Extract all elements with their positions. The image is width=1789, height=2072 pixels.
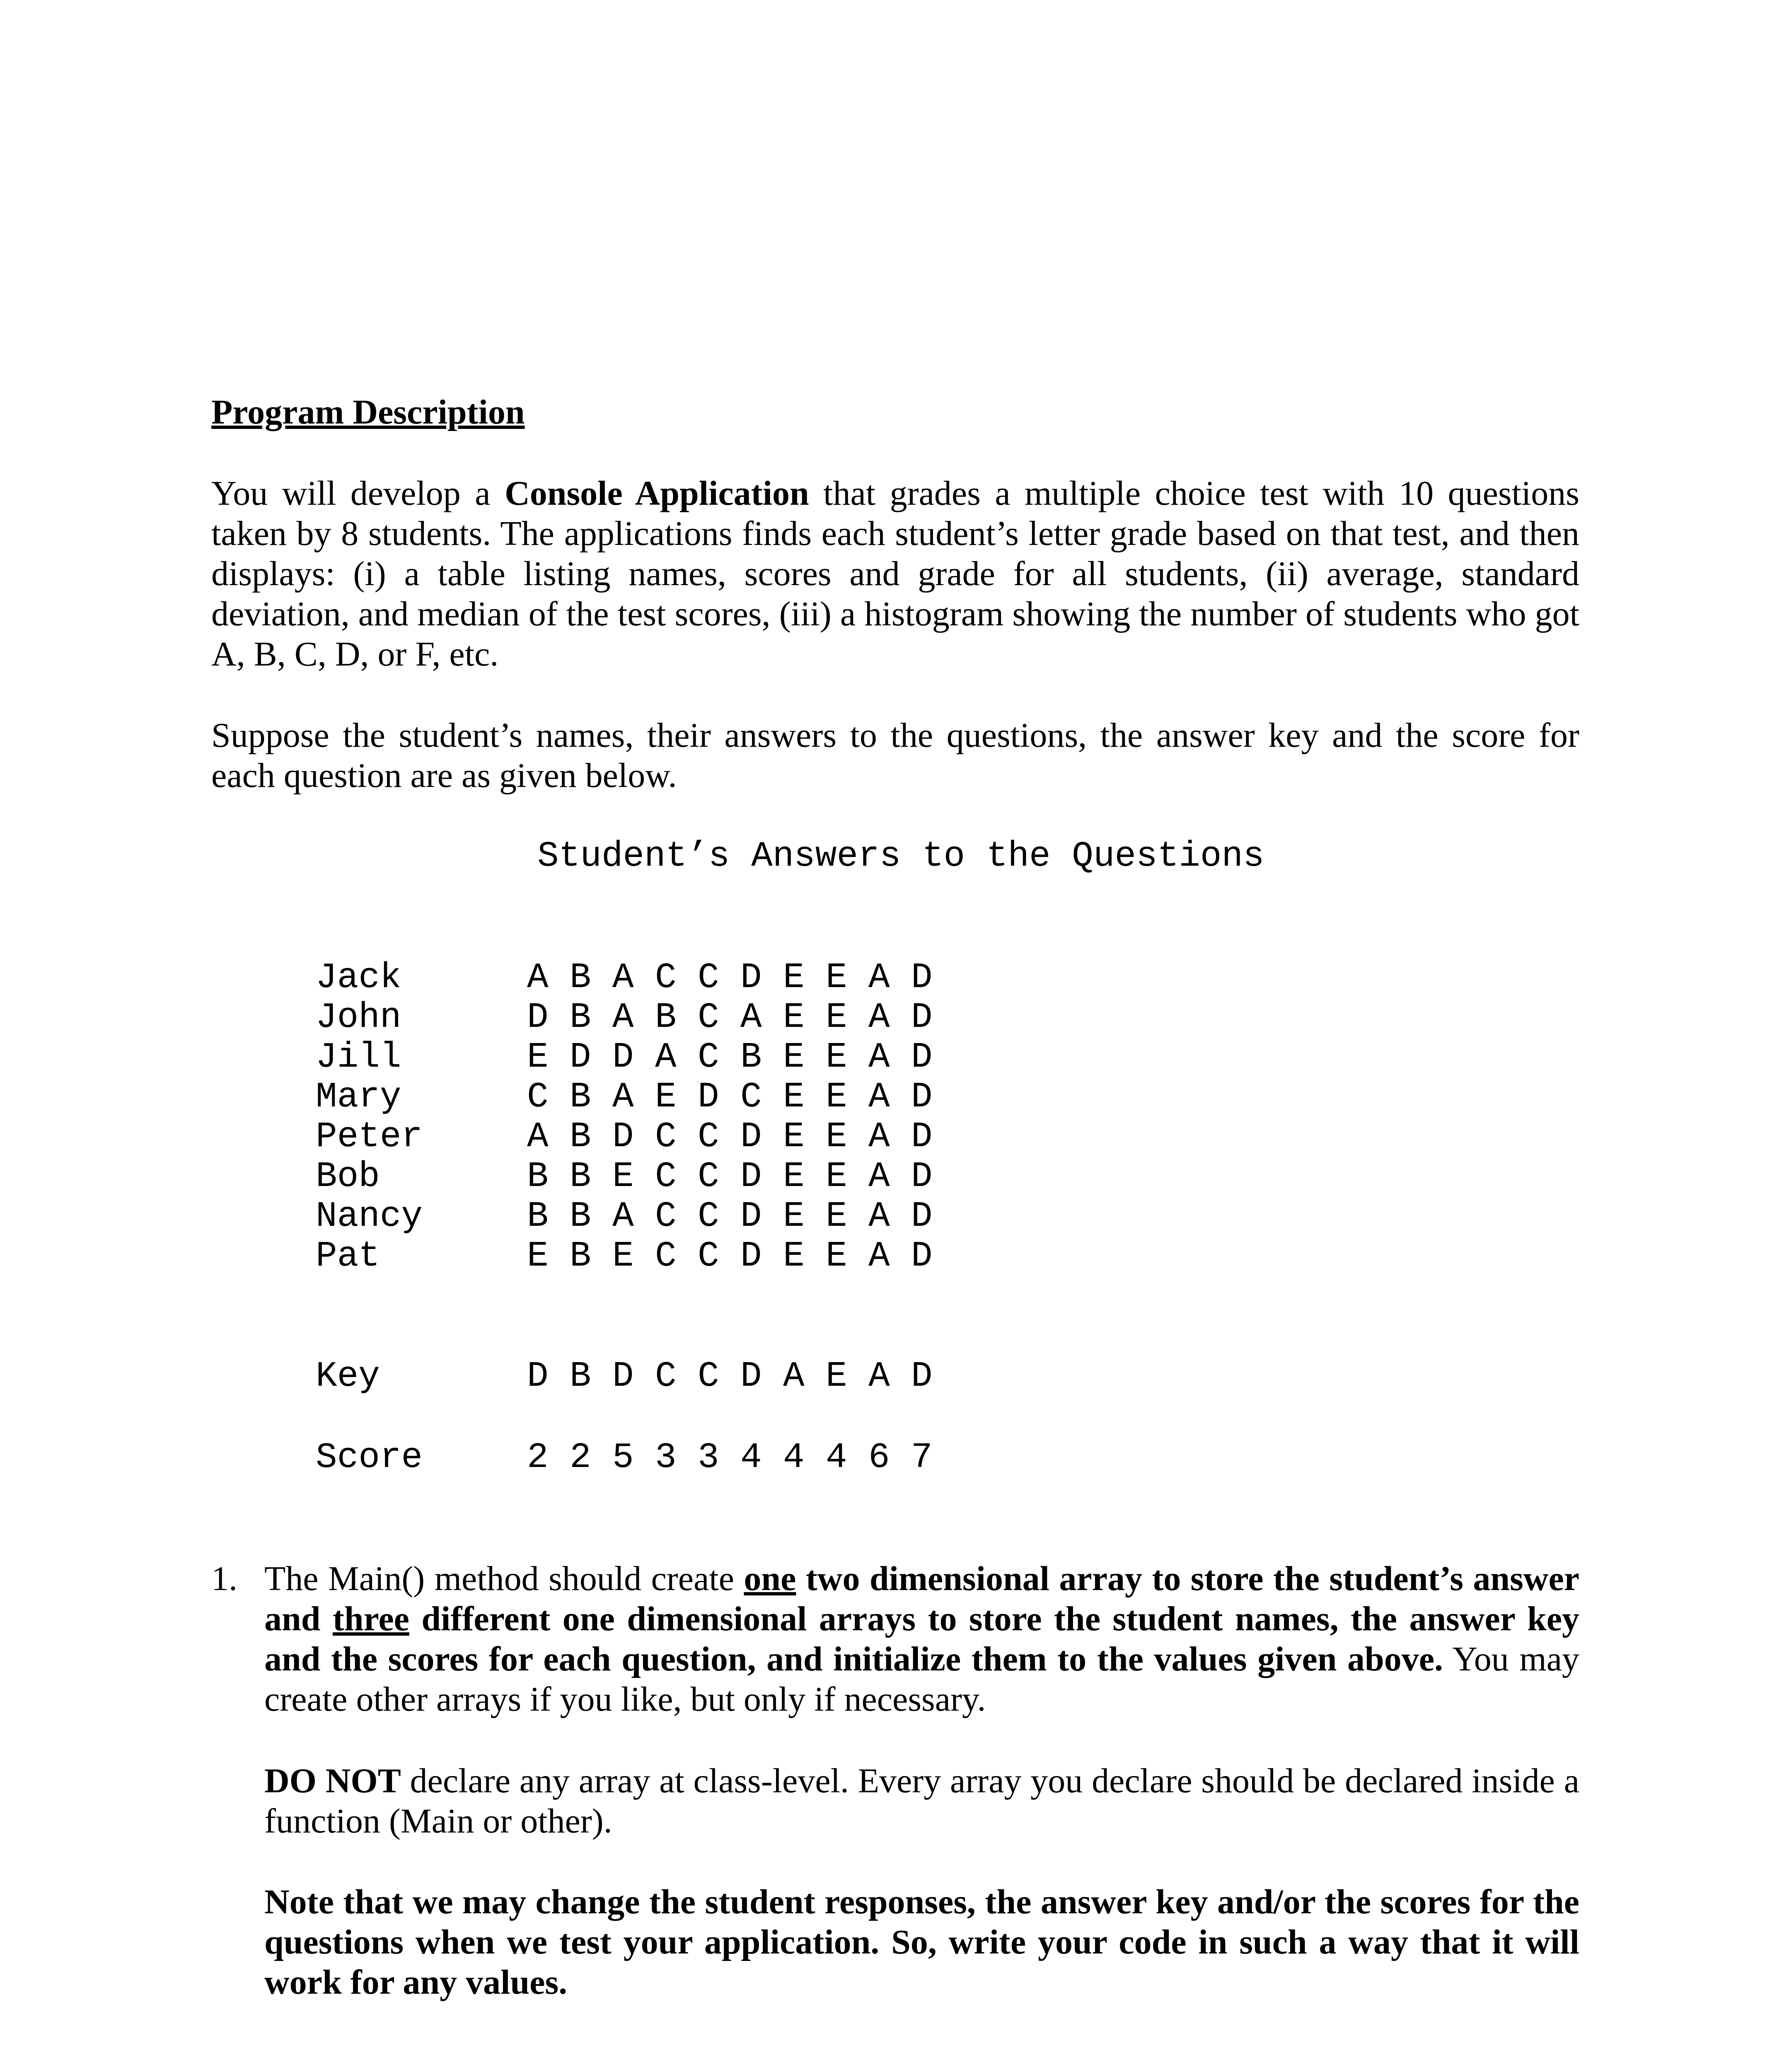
score-values: [527, 1438, 954, 1477]
answer-cell: A: [868, 1196, 890, 1237]
item-text: The Main() method should create: [264, 1559, 744, 1598]
answer-cell: E: [783, 997, 805, 1038]
student-name: Pat: [316, 1236, 380, 1276]
student-row: [316, 1037, 954, 1077]
student-name: John: [316, 997, 401, 1038]
do-not-paragraph: [264, 1761, 1579, 1841]
answer-cell: E: [783, 1116, 805, 1157]
key-cell: A: [783, 1356, 805, 1397]
score-cell: 7: [911, 1437, 933, 1478]
answer-cell: C: [527, 1077, 549, 1117]
score-cell: 3: [698, 1437, 719, 1478]
student-name: Jill: [316, 1037, 401, 1077]
answer-cell: C: [655, 957, 677, 998]
answer-cell: C: [740, 1077, 762, 1117]
answer-cell: D: [911, 1077, 933, 1117]
answer-cell: C: [698, 1116, 719, 1157]
answer-cell: D: [698, 1077, 719, 1117]
item-number: 1.: [211, 1559, 237, 1598]
answer-cell: C: [655, 1196, 677, 1237]
student-row: [316, 1196, 954, 1236]
setup-text: Suppose the student’s names, their answers to the questions, the answer key and the score for each question are as given below.: [211, 716, 1579, 795]
key-cell: C: [655, 1356, 677, 1397]
answer-cell: A: [868, 1077, 890, 1117]
answer-cell: E: [612, 1236, 634, 1276]
answer-cell: C: [655, 1156, 677, 1197]
answer-cell: C: [698, 957, 719, 998]
answer-cell: D: [911, 1196, 933, 1237]
note-paragraph: [264, 1882, 1579, 2002]
intro-text: You will develop a: [211, 474, 505, 513]
answer-cell: E: [527, 1037, 549, 1077]
answer-cell: D: [911, 1116, 933, 1157]
answer-cell: A: [612, 957, 634, 998]
intro-bold-text: Console Application: [505, 474, 809, 513]
answer-cell: A: [868, 1156, 890, 1197]
key-cell: D: [612, 1356, 634, 1397]
underlined-three: three: [332, 1600, 409, 1638]
student-row: [316, 1157, 954, 1196]
key-row: [316, 1356, 954, 1396]
key-cell: D: [911, 1356, 933, 1397]
score-cell: 5: [612, 1437, 634, 1478]
answer-cell: A: [868, 1116, 890, 1157]
student-name: Bob: [316, 1156, 380, 1197]
intro-text-rest: that grades a multiple choice test with 10 questions taken by 8 students. The applications finds each student’s letter grade based on that test, and then displays: (i) a table listing names, scores and grade for all students, (ii) average, standard deviation, and median of the test scores, (iii) a histogram showing the number of students who got A, B, C, D, or F, etc.: [211, 474, 1579, 673]
student-answers: [527, 1037, 954, 1077]
answer-cell: D: [740, 1196, 762, 1237]
answer-cell: D: [740, 1236, 762, 1276]
answer-cell: E: [612, 1156, 634, 1197]
item-bold-text-2: different one dimensional arrays to store the student names, the answer key and the scores for each question, and initialize them to the values given above.: [264, 1600, 1579, 1678]
score-label: Score: [316, 1437, 423, 1478]
key-cell: A: [868, 1356, 890, 1397]
student-answers: [527, 997, 954, 1037]
student-row: [316, 958, 954, 997]
answer-cell: A: [740, 997, 762, 1038]
answers-table: [316, 958, 954, 1276]
student-row: [316, 1077, 954, 1117]
setup-paragraph: [211, 715, 1579, 796]
student-row: [316, 1236, 954, 1276]
student-answers: [527, 1077, 954, 1117]
key-values: [527, 1356, 954, 1396]
answer-cell: C: [698, 997, 719, 1038]
answer-cell: A: [612, 1196, 634, 1237]
do-not-bold: DO NOT: [264, 1762, 401, 1800]
key-cell: C: [698, 1356, 719, 1397]
answer-cell: D: [740, 1156, 762, 1197]
answer-cell: C: [698, 1037, 719, 1077]
answer-cell: D: [911, 997, 933, 1038]
answer-cell: B: [570, 957, 591, 998]
answer-cell: E: [783, 1156, 805, 1197]
answer-cell: D: [911, 1037, 933, 1077]
table-title: Student’s Answers to the Questions: [537, 836, 1264, 876]
answer-cell: A: [868, 997, 890, 1038]
answer-cell: B: [570, 1236, 591, 1276]
key-cell: E: [826, 1356, 847, 1397]
answer-cell: A: [868, 957, 890, 998]
student-name: Jack: [316, 957, 401, 998]
answer-cell: D: [911, 957, 933, 998]
answer-cell: A: [527, 1116, 549, 1157]
answer-cell: E: [826, 1116, 847, 1157]
answer-cell: D: [740, 957, 762, 998]
score-cell: 2: [570, 1437, 591, 1478]
answer-cell: D: [612, 1116, 634, 1157]
answer-cell: D: [911, 1156, 933, 1197]
answer-cell: B: [740, 1037, 762, 1077]
item-1-paragraph: [264, 1559, 1579, 1719]
answer-cell: E: [826, 1236, 847, 1276]
student-answers: [527, 958, 954, 997]
answer-cell: E: [783, 1196, 805, 1237]
score-cell: 4: [740, 1437, 762, 1478]
key-cell: D: [527, 1356, 549, 1397]
answer-cell: C: [655, 1236, 677, 1276]
underlined-one: one: [744, 1559, 796, 1598]
answer-cell: E: [826, 1037, 847, 1077]
answer-cell: E: [783, 1037, 805, 1077]
answer-cell: B: [570, 1116, 591, 1157]
answer-cell: B: [570, 997, 591, 1038]
answer-cell: C: [698, 1196, 719, 1237]
answer-cell: D: [740, 1116, 762, 1157]
answer-cell: E: [783, 1077, 805, 1117]
answer-cell: E: [826, 1077, 847, 1117]
answer-cell: E: [826, 1196, 847, 1237]
score-cell: 6: [868, 1437, 890, 1478]
answer-cell: B: [527, 1156, 549, 1197]
intro-paragraph: [211, 473, 1579, 674]
answer-cell: C: [655, 1116, 677, 1157]
answer-cell: A: [612, 1077, 634, 1117]
key-label: Key: [316, 1356, 380, 1397]
answer-cell: E: [783, 1236, 805, 1276]
score-row: [316, 1438, 954, 1477]
student-answers: [527, 1157, 954, 1196]
note-text: Note that we may change the student responses, the answer key and/or the scores for the questions when we test your application. So, write your code in such a way that it will work for any values.: [264, 1883, 1579, 2002]
score-cell: 2: [527, 1437, 549, 1478]
section-heading: Program Description: [211, 393, 525, 431]
answer-cell: E: [783, 957, 805, 998]
answer-cell: C: [698, 1236, 719, 1276]
key-cell: B: [570, 1356, 591, 1397]
student-name: Nancy: [316, 1196, 423, 1237]
student-answers: [527, 1117, 954, 1157]
score-cell: 3: [655, 1437, 677, 1478]
answer-cell: D: [527, 997, 549, 1038]
answer-cell: C: [698, 1156, 719, 1197]
item-text-rest: You may create other arrays if you like, but only if necessary.: [264, 1640, 1579, 1719]
item-bold-text: two dimensional array to store the student’s answer and: [264, 1559, 1580, 1638]
answer-cell: A: [612, 997, 634, 1038]
key-cell: D: [740, 1356, 762, 1397]
do-not-text: declare any array at class-level. Every array you declare should be declared inside a function (Main or other).: [264, 1762, 1579, 1840]
answer-cell: B: [570, 1156, 591, 1197]
answer-cell: B: [655, 997, 677, 1038]
student-answers: [527, 1236, 954, 1276]
student-name: Peter: [316, 1116, 423, 1157]
answer-cell: D: [570, 1037, 591, 1077]
answer-cell: E: [826, 997, 847, 1038]
score-cell: 4: [826, 1437, 847, 1478]
answer-cell: D: [911, 1236, 933, 1276]
answer-cell: A: [868, 1037, 890, 1077]
student-name: Mary: [316, 1077, 401, 1117]
answer-cell: B: [527, 1196, 549, 1237]
answer-cell: D: [612, 1037, 634, 1077]
answer-cell: A: [868, 1236, 890, 1276]
student-row: [316, 1117, 954, 1157]
score-cell: 4: [783, 1437, 805, 1478]
answer-cell: B: [570, 1077, 591, 1117]
student-answers: [527, 1196, 954, 1236]
answer-cell: E: [826, 1156, 847, 1197]
answer-cell: E: [527, 1236, 549, 1276]
answer-cell: A: [527, 957, 549, 998]
answer-cell: A: [655, 1037, 677, 1077]
answer-cell: E: [655, 1077, 677, 1117]
answer-cell: B: [570, 1196, 591, 1237]
answer-cell: E: [826, 957, 847, 998]
student-row: [316, 997, 954, 1037]
